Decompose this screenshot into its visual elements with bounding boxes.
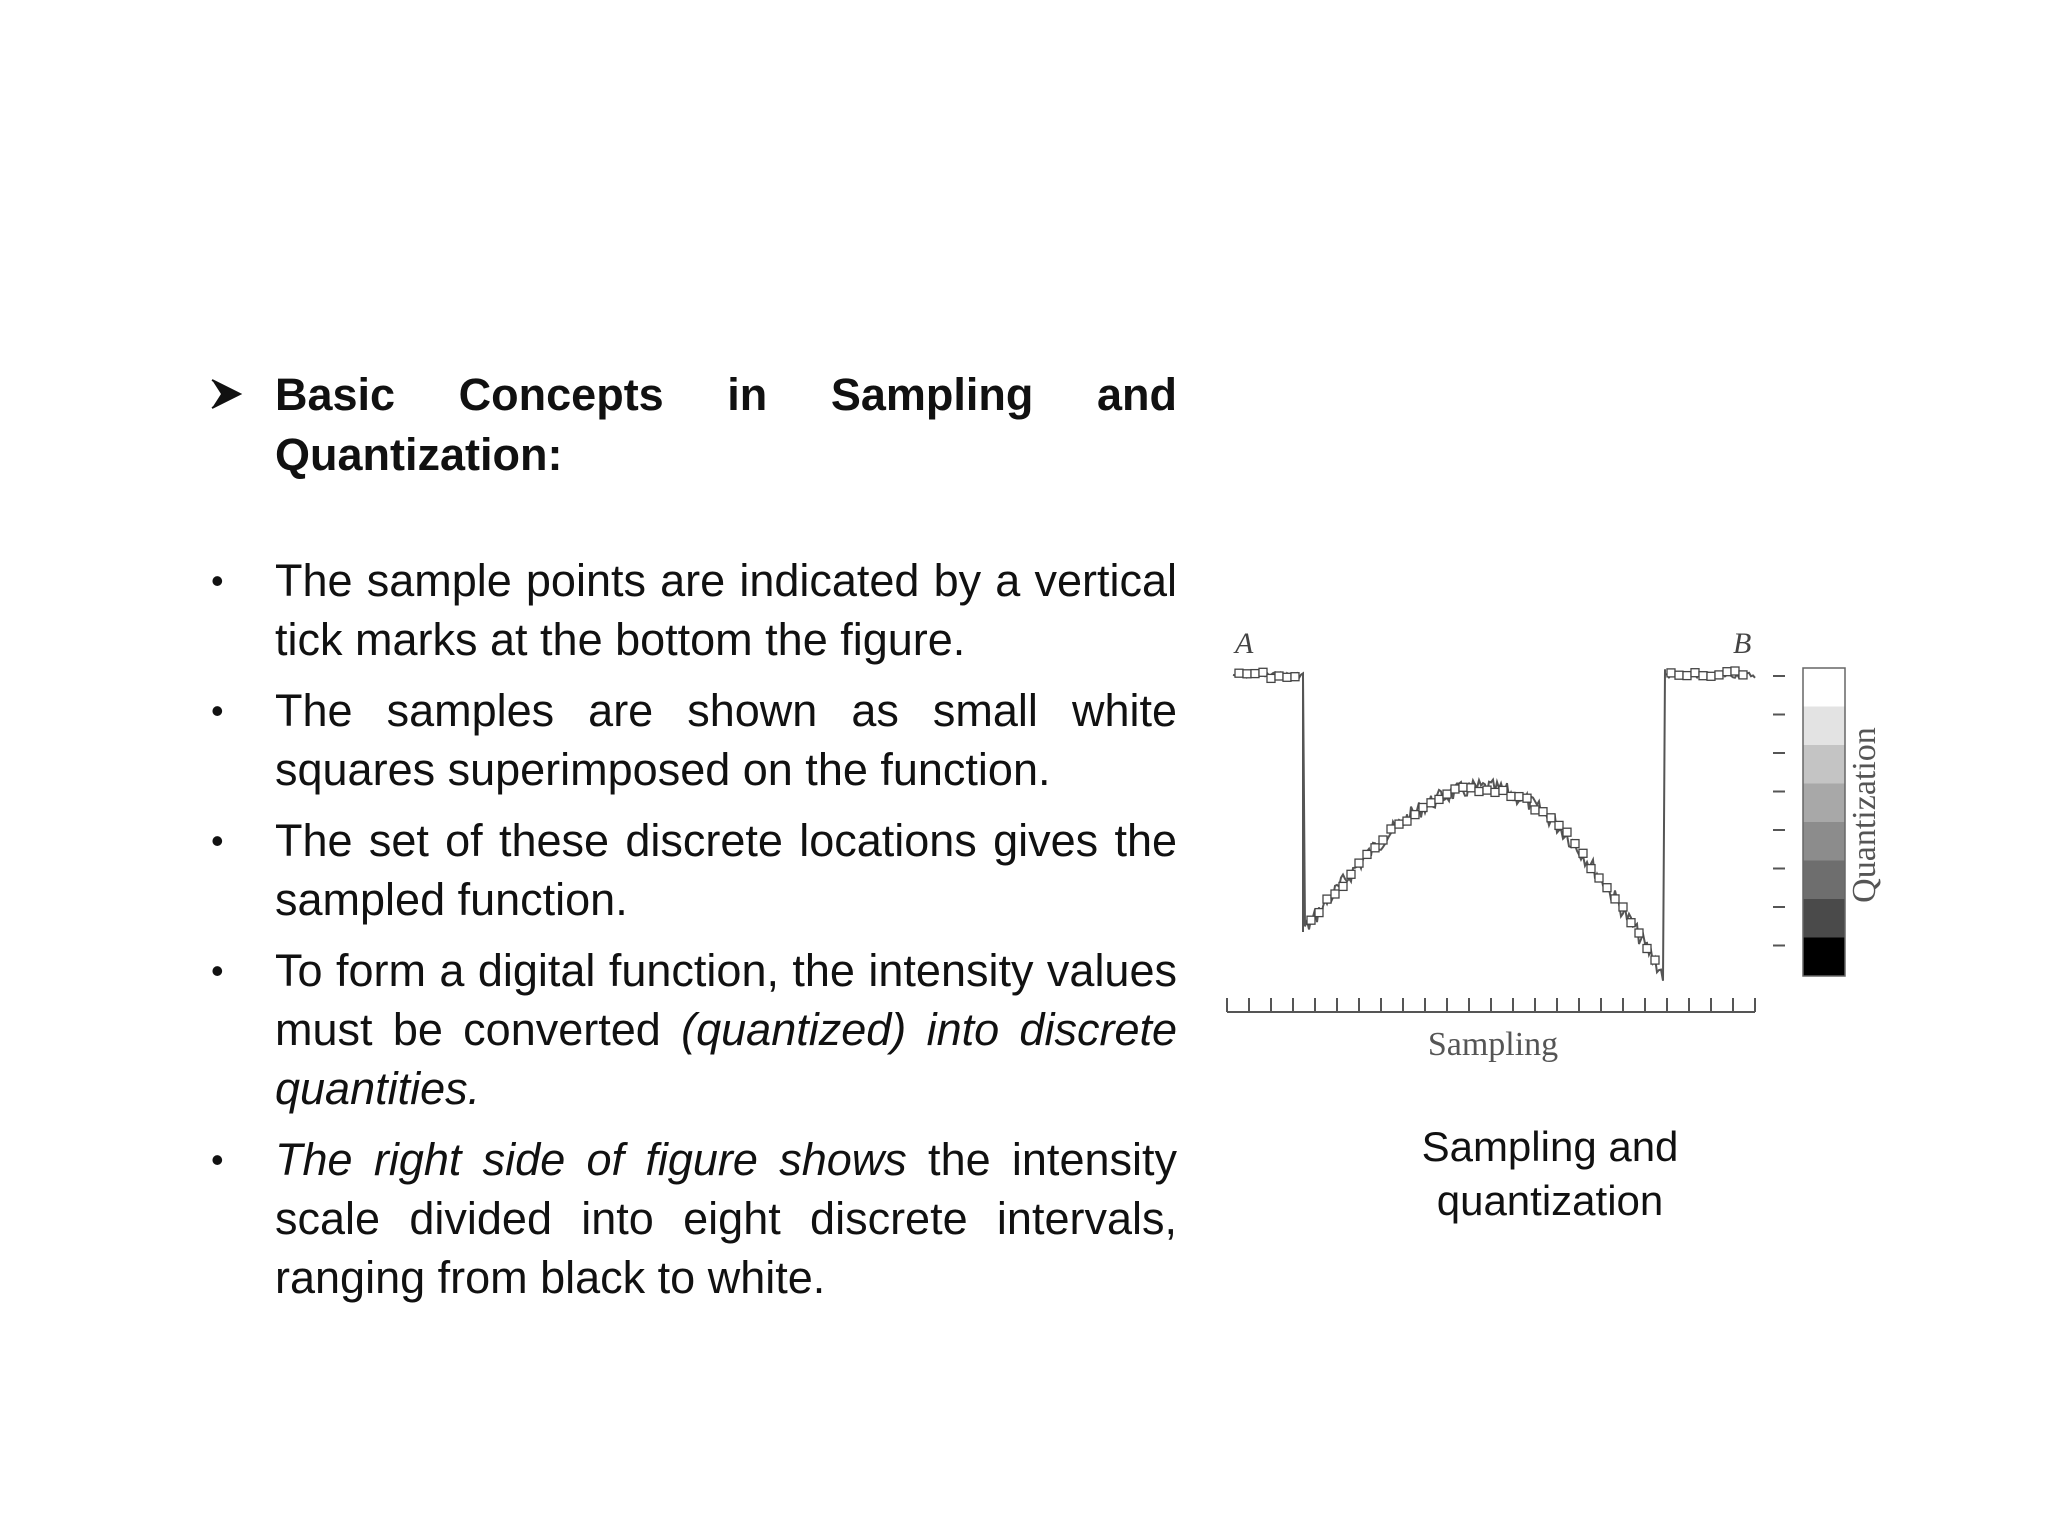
sample-square (1339, 882, 1347, 890)
gray-level-swatch (1803, 668, 1845, 707)
heading-text: Basic Concepts in Sampling and Quantization: (275, 369, 1177, 480)
bullet-text: The set of these discrete locations gives the sampled function. (275, 815, 1177, 925)
sample-square (1483, 786, 1491, 794)
sample-square (1547, 814, 1555, 822)
bullet-dot-icon: • (211, 690, 224, 731)
quantization-ticks (1773, 676, 1785, 946)
gray-level-swatch (1803, 784, 1845, 823)
sample-square (1635, 929, 1643, 937)
bullet-text-italic: (quantized) into discrete quantities. (275, 1004, 1177, 1114)
sample-square (1491, 788, 1499, 796)
sample-square (1371, 844, 1379, 852)
sample-square (1459, 783, 1467, 791)
gray-level-swatch (1803, 861, 1845, 900)
sample-square (1331, 890, 1339, 898)
sample-square (1739, 671, 1747, 679)
gray-level-swatch (1803, 745, 1845, 784)
sample-square (1411, 811, 1419, 819)
sample-square (1587, 865, 1595, 873)
sample-square (1667, 669, 1675, 677)
sample-square (1707, 672, 1715, 680)
signal-curve (1233, 669, 1755, 981)
sample-squares (1235, 667, 1747, 964)
sample-square (1595, 874, 1603, 882)
sample-square (1267, 674, 1275, 682)
sample-square (1387, 825, 1395, 833)
arrow-bullet-icon (209, 377, 243, 411)
sample-square (1395, 820, 1403, 828)
sample-square (1283, 673, 1291, 681)
sample-square (1291, 673, 1299, 681)
sample-square (1307, 916, 1315, 924)
bullet-dot-icon: • (211, 560, 224, 601)
sampling-ticks (1227, 998, 1755, 1012)
sample-square (1539, 808, 1547, 816)
sample-square (1611, 895, 1619, 903)
sample-square (1563, 828, 1571, 836)
gray-level-swatch (1803, 707, 1845, 746)
bullet-item (205, 681, 1177, 799)
label-a: A (1235, 627, 1254, 660)
sample-square (1675, 671, 1683, 679)
bullet-dot-icon: • (211, 1139, 224, 1180)
sample-square (1555, 821, 1563, 829)
bullet-dot-icon: • (211, 950, 224, 991)
bullet-text: the intensity scale divided into eight discrete intervals, ranging from black to white. (275, 1134, 1177, 1303)
bullet-item (205, 551, 1177, 669)
sample-square (1275, 672, 1283, 680)
sample-square (1683, 672, 1691, 680)
figure-caption: Sampling and quantization (1421, 1123, 1679, 1224)
text-column (205, 365, 1177, 1319)
sample-square (1347, 870, 1355, 878)
sample-square (1451, 785, 1459, 793)
gray-level-swatch (1803, 899, 1845, 938)
sample-square (1603, 884, 1611, 892)
sample-square (1379, 836, 1387, 844)
sample-square (1259, 668, 1267, 676)
sample-square (1507, 792, 1515, 800)
bullet-text: The sample points are indicated by a vertical tick marks at the bottom the figure. (275, 555, 1177, 665)
sample-square (1627, 919, 1635, 927)
sample-square (1715, 671, 1723, 679)
gray-level-swatch (1803, 938, 1845, 977)
sample-square (1515, 793, 1523, 801)
sampling-axis-label: Sampling (1427, 1026, 1559, 1063)
sample-square (1579, 849, 1587, 857)
sample-square (1355, 859, 1363, 867)
bullet-list (205, 551, 1177, 1307)
sample-square (1643, 945, 1651, 953)
sample-square (1699, 672, 1707, 680)
sample-square (1499, 786, 1507, 794)
sample-square (1523, 794, 1531, 802)
bullet-item (205, 1130, 1177, 1307)
sample-square (1571, 840, 1579, 848)
slide-heading (205, 365, 1177, 485)
signal-line (1233, 669, 1755, 981)
sample-square (1731, 667, 1739, 675)
bullet-text-italic: The right side of figure shows (275, 1134, 907, 1185)
quantization-axis-label: Quantization (1846, 727, 1883, 903)
sample-square (1651, 956, 1659, 964)
sample-square (1243, 670, 1251, 678)
bullet-item (205, 811, 1177, 929)
gray-scale-bar (1803, 668, 1845, 976)
sample-square (1619, 903, 1627, 911)
sample-square (1323, 895, 1331, 903)
bullet-text: To form a digital function, the intensity values must be converted (275, 945, 1177, 1055)
bullet-dot-icon: • (211, 820, 224, 861)
sample-square (1363, 850, 1371, 858)
sample-square (1435, 795, 1443, 803)
sample-square (1419, 804, 1427, 812)
sample-square (1443, 790, 1451, 798)
sampling-diagram (1225, 620, 1885, 1080)
sample-square (1251, 670, 1259, 678)
sample-square (1235, 669, 1243, 677)
label-b: B (1733, 627, 1752, 660)
sample-square (1691, 669, 1699, 677)
sample-square (1723, 668, 1731, 676)
sample-square (1475, 788, 1483, 796)
gray-level-swatch (1803, 822, 1845, 861)
sample-square (1427, 799, 1435, 807)
sample-square (1315, 909, 1323, 917)
sample-square (1531, 806, 1539, 814)
bullet-text: The samples are shown as small white squares superimposed on the function. (275, 685, 1177, 795)
bullet-item (205, 941, 1177, 1118)
sample-square (1403, 817, 1411, 825)
sample-square (1467, 784, 1475, 792)
sampling-figure (1225, 620, 1885, 1080)
